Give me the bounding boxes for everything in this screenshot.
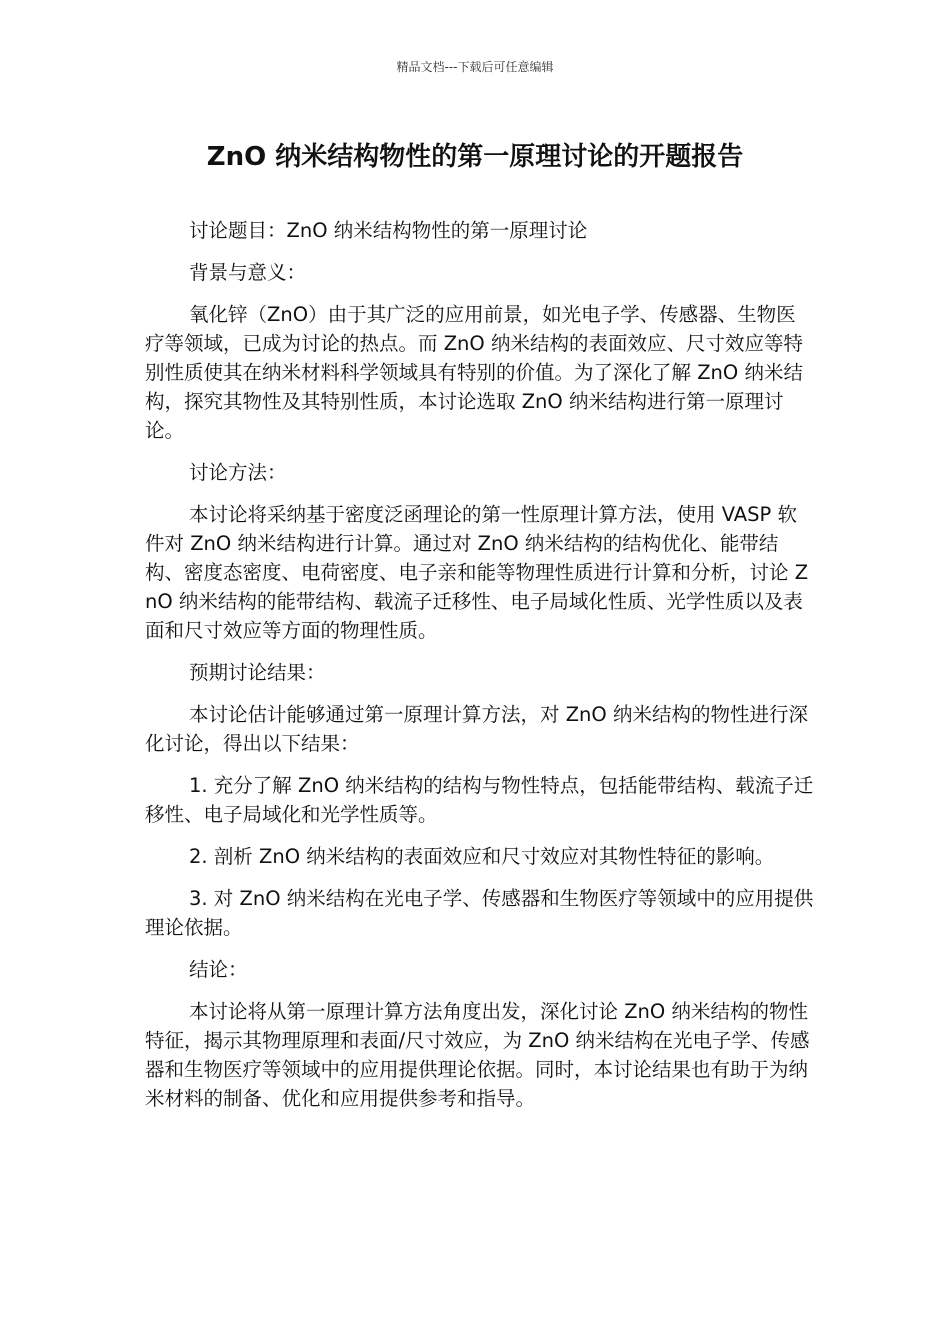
research-topic: 讨论题目：ZnO 纳米结构物性的第一原理讨论 xyxy=(189,219,588,242)
result-item-2: 2. 剖析 ZnO 纳米结构的表面效应和尺寸效应对其物性特征的影响。 xyxy=(189,845,775,868)
expected-results-paragraph: 本讨论估计能够通过第一原理计算方法，对 ZnO 纳米结构的物性进行深化讨论，得出以下结果： xyxy=(145,703,808,755)
result-item-1: 1. 充分了解 ZnO 纳米结构的结构与物性特点，包括能带结构、载流子迁移性、电子局域化和光学性质等。 xyxy=(145,774,814,826)
conclusion-paragraph: 本讨论将从第一原理计算方法角度出发，深化讨论 ZnO 纳米结构的物性特征，揭示其物理原理和表面/尺寸效应，为 ZnO 纳米结构在光电子学、传感器和生物医疗等领域中的应用提供理论依据。同时，本讨论结果也有助于为纳米材料的制备、优化和应用提供参考和指导。 xyxy=(145,1000,810,1110)
section-heading-conclusion: 结论： xyxy=(189,958,248,981)
document-title: ZnO 纳米结构物性的第一原理讨论的开题报告 xyxy=(206,142,744,172)
section-heading-background: 背景与意义： xyxy=(189,261,307,284)
page-header: 精品文档---下载后可任意编辑 xyxy=(396,60,554,74)
section-heading-expected-results: 预期讨论结果： xyxy=(189,661,326,684)
method-paragraph: 本讨论将采纳基于密度泛函理论的第一性原理计算方法，使用 VASP 软件对 ZnO 纳米结构进行计算。通过对 ZnO 纳米结构的结构优化、能带结构、密度态密度、电荷密度、电子亲和能等物理性质进行计算和分析，讨论 ZnO 纳米结构的能带结构、载流子迁移性、电子局域化性质、光学性质以及表面和尺寸效应等方面的物理性质。 xyxy=(145,503,809,642)
result-item-3: 3. 对 ZnO 纳米结构在光电子学、传感器和生物医疗等领域中的应用提供理论依据。 xyxy=(145,887,814,939)
document-body xyxy=(145,216,815,1126)
background-paragraph: 氧化锌（ZnO）由于其广泛的应用前景，如光电子学、传感器、生物医疗等领域，已成为讨论的热点。而 ZnO 纳米结构的表面效应、尺寸效应等特别性质使其在纳米材料科学领域具有特别的价值。为了深化了解 ZnO 纳米结构，探究其物性及其特别性质，本讨论选取 ZnO 纳米结构进行第一原理讨论。 xyxy=(145,303,803,442)
section-heading-method: 讨论方法： xyxy=(189,461,287,484)
